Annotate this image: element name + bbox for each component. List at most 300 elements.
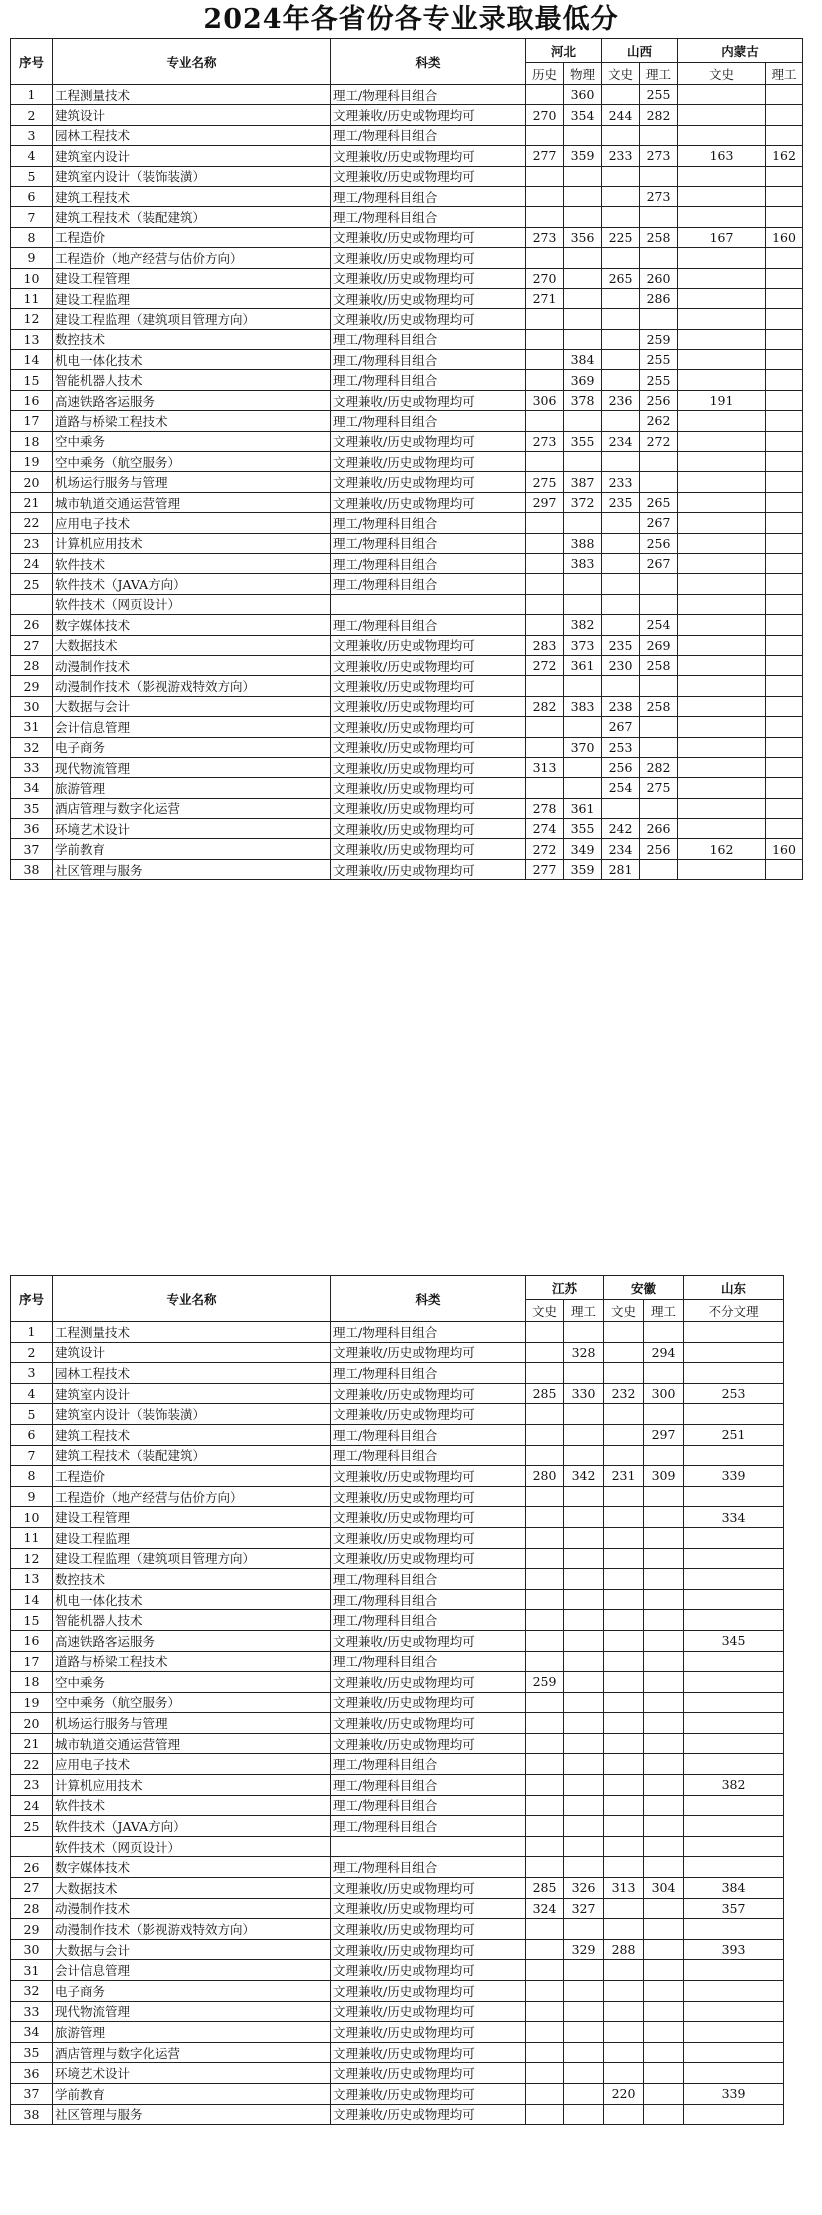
page-title: 2024年各省份各专业录取最低分 (203, 4, 619, 35)
score-cell (766, 859, 803, 879)
score-cell (564, 1672, 604, 1693)
score-cell (766, 676, 803, 696)
table-row (11, 2063, 784, 2084)
score-cell (526, 186, 564, 206)
score-cell (644, 1754, 684, 1775)
table-row (11, 166, 803, 186)
table-row (11, 1795, 784, 1816)
row-index: 3 (11, 1363, 53, 1384)
table-row (11, 1610, 784, 1631)
major-name: 建设工程监理（建筑项目管理方向） (53, 1548, 331, 1569)
category-cell: 文理兼收/历史或物理均可 (331, 1981, 526, 2002)
score-cell: 162 (766, 146, 803, 166)
major-name: 电子商务 (53, 737, 331, 757)
score-cell (602, 329, 640, 349)
score-cell (766, 370, 803, 390)
row-index: 26 (11, 1857, 53, 1878)
score-cell: 288 (604, 1939, 644, 1960)
row-index: 38 (11, 2104, 53, 2125)
category-cell: 文理兼收/历史或物理均可 (331, 452, 526, 472)
row-index: 24 (11, 553, 53, 573)
row-index: 31 (11, 717, 53, 737)
score-cell (526, 1342, 564, 1363)
row-index: 6 (11, 186, 53, 206)
score-cell (604, 1630, 644, 1651)
score-cell (526, 594, 564, 614)
row-index: 34 (11, 2022, 53, 2043)
score-cell: 255 (640, 85, 678, 105)
score-cell (526, 1548, 564, 1569)
category-cell: 文理兼收/历史或物理均可 (331, 309, 526, 329)
major-name: 工程测量技术 (53, 1322, 331, 1343)
score-cell (604, 1692, 644, 1713)
category-cell: 理工/物理科目组合 (331, 85, 526, 105)
row-index: 8 (11, 1466, 53, 1487)
major-name: 工程造价 (53, 227, 331, 247)
category-cell: 理工/物理科目组合 (331, 350, 526, 370)
score-cell (526, 615, 564, 635)
score-cell (678, 492, 766, 512)
major-name: 空中乘务 (53, 431, 331, 451)
score-cell (602, 411, 640, 431)
score-cell (602, 350, 640, 370)
score-cell (678, 696, 766, 716)
category-cell: 理工/物理科目组合 (331, 370, 526, 390)
major-name: 软件技术（网页设计） (53, 1836, 331, 1857)
score-cell (766, 594, 803, 614)
category-cell: 文理兼收/历史或物理均可 (331, 1733, 526, 1754)
score-cell (684, 1836, 784, 1857)
score-cell (684, 1527, 784, 1548)
score-cell: 355 (564, 819, 602, 839)
row-index: 22 (11, 513, 53, 533)
score-cell (526, 1651, 564, 1672)
category-cell: 理工/物理科目组合 (331, 1424, 526, 1445)
score-cell (564, 248, 602, 268)
table-row (11, 248, 803, 268)
score-cell: 300 (644, 1383, 684, 1404)
table-row (11, 1507, 784, 1528)
score-cell: 265 (602, 268, 640, 288)
score-cell: 345 (684, 1630, 784, 1651)
score-cell (766, 615, 803, 635)
score-cell (564, 1981, 604, 2002)
row-index: 8 (11, 227, 53, 247)
score-cell (604, 1775, 644, 1796)
category-cell: 理工/物理科目组合 (331, 1322, 526, 1343)
score-cell (526, 717, 564, 737)
table-row (11, 370, 803, 390)
score-cell (604, 2104, 644, 2125)
score-cell: 232 (604, 1383, 644, 1404)
score-cell (604, 1322, 644, 1343)
category-cell: 文理兼收/历史或物理均可 (331, 1960, 526, 1981)
table-row (11, 1363, 784, 1384)
score-cell (678, 248, 766, 268)
score-cell: 270 (526, 105, 564, 125)
score-cell (766, 390, 803, 410)
score-cell: 297 (644, 1424, 684, 1445)
table-row (11, 1754, 784, 1775)
category-cell: 文理兼收/历史或物理均可 (331, 859, 526, 879)
table-row (11, 186, 803, 206)
score-cell (564, 1527, 604, 1548)
major-name: 城市轨道交通运营管理 (53, 492, 331, 512)
score-cell (684, 2063, 784, 2084)
score-cell: 267 (640, 513, 678, 533)
row-index: 11 (11, 1527, 53, 1548)
table-row (11, 1775, 784, 1796)
score-cell (604, 1795, 644, 1816)
score-cell (526, 452, 564, 472)
score-cell (604, 1404, 644, 1425)
major-name: 大数据与会计 (53, 1939, 331, 1960)
score-cell: 255 (640, 350, 678, 370)
table-row (11, 1424, 784, 1445)
score-cell (684, 1692, 784, 1713)
major-name: 工程造价（地产经营与估价方向） (53, 248, 331, 268)
row-index: 28 (11, 655, 53, 675)
score-cell: 275 (640, 778, 678, 798)
score-cell (564, 2104, 604, 2125)
score-cell (526, 2063, 564, 2084)
score-cell (678, 574, 766, 594)
major-name: 计算机应用技术 (53, 1775, 331, 1796)
score-cell (678, 635, 766, 655)
score-cell: 285 (526, 1383, 564, 1404)
category-header: 科类 (331, 1276, 526, 1322)
score-cell (564, 1486, 604, 1507)
row-index: 14 (11, 1589, 53, 1610)
category-cell: 文理兼收/历史或物理均可 (331, 1486, 526, 1507)
row-index: 29 (11, 1919, 53, 1940)
score-cell (766, 819, 803, 839)
score-cell: 277 (526, 859, 564, 879)
score-cell: 383 (564, 553, 602, 573)
score-cell: 281 (602, 859, 640, 879)
row-index: 36 (11, 819, 53, 839)
major-name: 动漫制作技术 (53, 1898, 331, 1919)
score-cell: 309 (644, 1466, 684, 1487)
category-cell: 理工/物理科目组合 (331, 1816, 526, 1837)
row-index: 22 (11, 1754, 53, 1775)
score-cell (684, 2022, 784, 2043)
major-name: 数字媒体技术 (53, 615, 331, 635)
table-row (11, 513, 803, 533)
major-name: 现代物流管理 (53, 2001, 331, 2022)
score-cell (644, 1507, 684, 1528)
score-cell (602, 533, 640, 553)
row-index: 17 (11, 411, 53, 431)
score-cell (604, 1445, 644, 1466)
table-row (11, 1857, 784, 1878)
subject-header: 文史 (602, 63, 640, 85)
table-row (11, 1445, 784, 1466)
score-cell (644, 1322, 684, 1343)
score-cell (564, 309, 602, 329)
score-cell (526, 1527, 564, 1548)
score-cell (678, 207, 766, 227)
score-cell (678, 778, 766, 798)
score-cell (564, 1569, 604, 1590)
score-cell: 327 (564, 1898, 604, 1919)
score-cell (564, 166, 602, 186)
score-cell (526, 1816, 564, 1837)
score-cell (564, 778, 602, 798)
score-cell (526, 329, 564, 349)
score-cell (766, 105, 803, 125)
score-cell: 382 (684, 1775, 784, 1796)
score-cell (604, 1857, 644, 1878)
major-name: 软件技术（网页设计） (53, 594, 331, 614)
score-cell (678, 798, 766, 818)
category-cell: 理工/物理科目组合 (331, 533, 526, 553)
score-cell (766, 329, 803, 349)
score-cell (644, 1486, 684, 1507)
score-cell (766, 553, 803, 573)
score-cell (604, 1342, 644, 1363)
category-cell: 文理兼收/历史或物理均可 (331, 655, 526, 675)
major-name: 建设工程管理 (53, 1507, 331, 1528)
row-index: 28 (11, 1898, 53, 1919)
table-row (11, 472, 803, 492)
score-cell (678, 125, 766, 145)
score-cell (684, 1589, 784, 1610)
score-cell: 267 (640, 553, 678, 573)
score-cell (644, 1527, 684, 1548)
major-name: 园林工程技术 (53, 125, 331, 145)
score-cell: 283 (526, 635, 564, 655)
score-cell: 297 (526, 492, 564, 512)
score-cell: 274 (526, 819, 564, 839)
score-cell (564, 2022, 604, 2043)
score-cell (564, 717, 602, 737)
table-row (11, 1981, 784, 2002)
major-name: 道路与桥梁工程技术 (53, 1651, 331, 1672)
category-cell: 文理兼收/历史或物理均可 (331, 1898, 526, 1919)
score-cell (640, 125, 678, 145)
score-cell (678, 717, 766, 737)
score-cell (564, 1816, 604, 1837)
score-cell (678, 85, 766, 105)
table-row (11, 1589, 784, 1610)
category-cell: 理工/物理科目组合 (331, 1651, 526, 1672)
score-cell (766, 186, 803, 206)
score-cell (526, 85, 564, 105)
score-cell: 354 (564, 105, 602, 125)
score-cell (644, 1363, 684, 1384)
category-cell: 理工/物理科目组合 (331, 513, 526, 533)
score-cell (604, 1960, 644, 1981)
table-row (11, 1342, 784, 1363)
major-name: 学前教育 (53, 839, 331, 859)
row-index: 18 (11, 431, 53, 451)
table-row (11, 1527, 784, 1548)
row-index: 2 (11, 1342, 53, 1363)
table-row (11, 1939, 784, 1960)
category-cell: 文理兼收/历史或物理均可 (331, 2022, 526, 2043)
major-name: 动漫制作技术（影视游戏特效方向） (53, 676, 331, 696)
score-cell: 382 (564, 615, 602, 635)
score-cell (526, 207, 564, 227)
score-cell: 273 (526, 431, 564, 451)
score-cell (684, 1672, 784, 1693)
major-name: 酒店管理与数字化运营 (53, 2042, 331, 2063)
score-cell: 334 (684, 1507, 784, 1528)
table-row (11, 411, 803, 431)
category-cell: 文理兼收/历史或物理均可 (331, 2001, 526, 2022)
score-cell: 277 (526, 146, 564, 166)
score-cell (640, 309, 678, 329)
row-index: 10 (11, 1507, 53, 1528)
score-cell (644, 1692, 684, 1713)
score-cell (684, 2104, 784, 2125)
table-row (11, 1548, 784, 1569)
score-cell (526, 1610, 564, 1631)
row-index: 23 (11, 533, 53, 553)
score-cell (766, 248, 803, 268)
score-cell (684, 1795, 784, 1816)
category-cell: 理工/物理科目组合 (331, 1569, 526, 1590)
score-cell (564, 1445, 604, 1466)
score-cell (526, 166, 564, 186)
major-name: 酒店管理与数字化运营 (53, 798, 331, 818)
score-cell: 271 (526, 288, 564, 308)
score-cell (526, 1404, 564, 1425)
score-cell (604, 1363, 644, 1384)
table-row (11, 553, 803, 573)
row-index: 16 (11, 1630, 53, 1651)
category-cell (331, 1836, 526, 1857)
score-cell (678, 737, 766, 757)
table-row (11, 717, 803, 737)
major-name: 软件技术（JAVA方向） (53, 574, 331, 594)
score-cell (564, 1775, 604, 1796)
score-cell (564, 2042, 604, 2063)
score-cell (766, 207, 803, 227)
score-cell: 220 (604, 2083, 644, 2104)
category-cell: 文理兼收/历史或物理均可 (331, 472, 526, 492)
score-cell (564, 2001, 604, 2022)
row-index: 20 (11, 472, 53, 492)
table-row (11, 452, 803, 472)
category-cell: 文理兼收/历史或物理均可 (331, 1939, 526, 1960)
score-cell (644, 1919, 684, 1940)
table-row (11, 1466, 784, 1487)
category-cell: 文理兼收/历史或物理均可 (331, 431, 526, 451)
score-cell: 255 (640, 370, 678, 390)
score-cell: 326 (564, 1878, 604, 1899)
score-cell (604, 1919, 644, 1940)
score-cell (604, 1754, 644, 1775)
row-index: 3 (11, 125, 53, 145)
score-cell (644, 1795, 684, 1816)
score-cell: 256 (640, 533, 678, 553)
score-cell (766, 472, 803, 492)
score-cell (526, 309, 564, 329)
score-cell (678, 166, 766, 186)
major-name: 旅游管理 (53, 778, 331, 798)
table-row (11, 288, 803, 308)
subject-header: 历史 (526, 63, 564, 85)
score-cell (526, 1960, 564, 1981)
table-row (11, 329, 803, 349)
major-name: 建筑工程技术（装配建筑） (53, 1445, 331, 1466)
category-cell: 理工/物理科目组合 (331, 125, 526, 145)
category-cell: 文理兼收/历史或物理均可 (331, 268, 526, 288)
score-cell: 304 (644, 1878, 684, 1899)
score-cell (526, 737, 564, 757)
score-cell (564, 1507, 604, 1528)
score-cell (684, 1713, 784, 1734)
score-cell: 361 (564, 655, 602, 675)
score-cell (766, 309, 803, 329)
category-cell: 文理兼收/历史或物理均可 (331, 248, 526, 268)
score-cell: 285 (526, 1878, 564, 1899)
row-index: 7 (11, 207, 53, 227)
major-name: 建筑室内设计 (53, 1383, 331, 1404)
row-index: 25 (11, 574, 53, 594)
score-cell (684, 1857, 784, 1878)
row-index: 24 (11, 1795, 53, 1816)
score-cell (526, 1981, 564, 2002)
score-cell (564, 411, 602, 431)
major-name: 数字媒体技术 (53, 1857, 331, 1878)
score-cell (640, 452, 678, 472)
major-name: 建设工程监理 (53, 288, 331, 308)
score-cell: 342 (564, 1466, 604, 1487)
major-name: 社区管理与服务 (53, 859, 331, 879)
score-cell: 253 (602, 737, 640, 757)
category-cell: 理工/物理科目组合 (331, 1445, 526, 1466)
row-index (11, 1836, 53, 1857)
major-name: 旅游管理 (53, 2022, 331, 2043)
table-row (11, 1322, 784, 1343)
score-cell (564, 1404, 604, 1425)
score-cell: 236 (602, 390, 640, 410)
row-index: 2 (11, 105, 53, 125)
score-cell: 233 (602, 472, 640, 492)
score-cell (564, 268, 602, 288)
score-cell (640, 594, 678, 614)
score-cell: 259 (640, 329, 678, 349)
row-index: 38 (11, 859, 53, 879)
score-cell: 378 (564, 390, 602, 410)
table-row (11, 125, 803, 145)
score-cell: 273 (640, 146, 678, 166)
score-cell (526, 1424, 564, 1445)
score-cell (766, 166, 803, 186)
score-cell: 361 (564, 798, 602, 818)
score-cell: 191 (678, 390, 766, 410)
score-cell (526, 1630, 564, 1651)
score-cell: 235 (602, 492, 640, 512)
row-index: 11 (11, 288, 53, 308)
score-cell (604, 1733, 644, 1754)
score-cell: 278 (526, 798, 564, 818)
score-cell (684, 1322, 784, 1343)
category-cell: 文理兼收/历史或物理均可 (331, 227, 526, 247)
score-cell (526, 1692, 564, 1713)
score-cell (564, 125, 602, 145)
category-cell: 文理兼收/历史或物理均可 (331, 1404, 526, 1425)
row-index: 14 (11, 350, 53, 370)
score-cell (564, 1919, 604, 1940)
table-row (11, 1692, 784, 1713)
score-cell (644, 1960, 684, 1981)
row-index: 5 (11, 166, 53, 186)
score-cell: 329 (564, 1939, 604, 1960)
